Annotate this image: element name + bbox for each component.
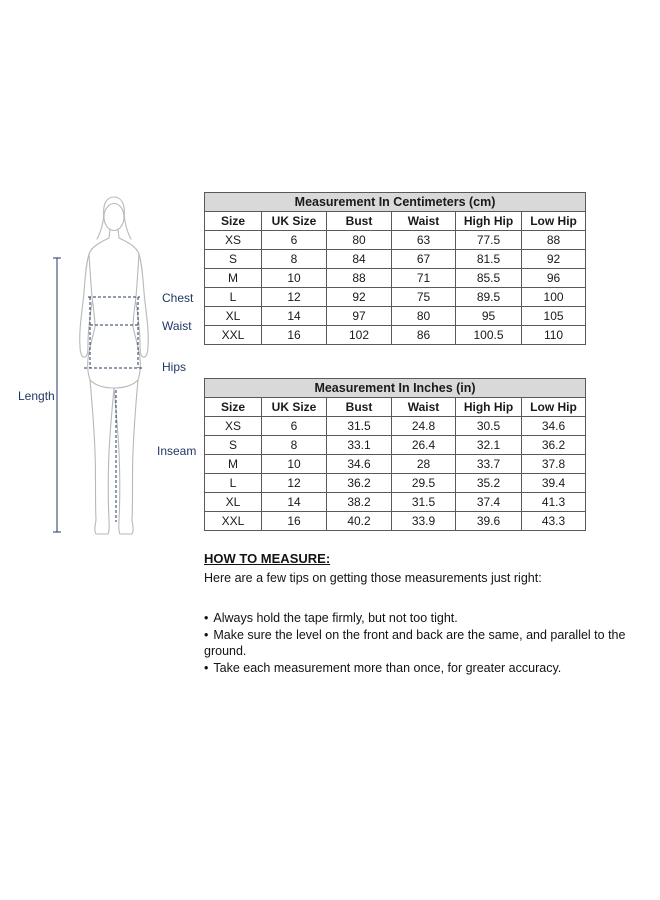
cell: S — [205, 436, 262, 455]
cell: 16 — [262, 512, 327, 531]
cell: 80 — [327, 231, 392, 250]
cell: 30.5 — [456, 417, 522, 436]
cell: L — [205, 288, 262, 307]
column-header: Size — [205, 398, 262, 417]
how-to-measure-section — [204, 551, 656, 676]
cell: 33.1 — [327, 436, 392, 455]
cell: 80 — [392, 307, 456, 326]
cell: 8 — [262, 250, 327, 269]
cell: 43.3 — [522, 512, 586, 531]
cell: 100 — [522, 288, 586, 307]
cell: 14 — [262, 493, 327, 512]
hips-label: Hips — [162, 360, 187, 374]
cell: 14 — [262, 307, 327, 326]
cell: 36.2 — [522, 436, 586, 455]
cell: 88 — [522, 231, 586, 250]
bullet-icon: • — [204, 627, 209, 642]
cell: 96 — [522, 269, 586, 288]
cell: XXL — [205, 326, 262, 345]
cell: 35.2 — [456, 474, 522, 493]
waist-label: Waist — [162, 319, 192, 333]
cell: 29.5 — [392, 474, 456, 493]
cell: 41.3 — [522, 493, 586, 512]
column-header: Low Hip — [522, 398, 586, 417]
cell: XL — [205, 307, 262, 326]
tips-list — [204, 610, 656, 676]
cell: S — [205, 250, 262, 269]
bullet-icon: • — [204, 660, 209, 675]
cell: 75 — [392, 288, 456, 307]
cell: 8 — [262, 436, 327, 455]
crotch-line — [90, 380, 138, 388]
table-row — [205, 307, 586, 326]
tip-item — [204, 627, 656, 660]
bullet-icon: • — [204, 611, 209, 625]
cell: M — [205, 269, 262, 288]
cell: 38.2 — [327, 493, 392, 512]
cell: 16 — [262, 326, 327, 345]
right-leg-outer — [119, 380, 138, 534]
cell: 33.7 — [456, 455, 522, 474]
column-header: Waist — [392, 398, 456, 417]
tip-text: Make sure the level on the front and back are the same, and parallel to the ground. — [204, 627, 626, 658]
figure-outline — [80, 197, 149, 534]
cell: 31.5 — [327, 417, 392, 436]
cell: XXL — [205, 512, 262, 531]
cell: 34.6 — [522, 417, 586, 436]
cell: 88 — [327, 269, 392, 288]
cell: 32.1 — [456, 436, 522, 455]
cell: 71 — [392, 269, 456, 288]
cell: XS — [205, 231, 262, 250]
hair-right-strand — [124, 214, 131, 239]
cell: 86 — [392, 326, 456, 345]
cell: 28 — [392, 455, 456, 474]
tip-text: Always hold the tape firmly, but not too tight. — [213, 611, 458, 625]
cell: 92 — [522, 250, 586, 269]
table-row — [205, 493, 586, 512]
cell: 77.5 — [456, 231, 522, 250]
right-leg-inner — [114, 388, 120, 520]
cell: 92 — [327, 288, 392, 307]
column-header: Size — [205, 212, 262, 231]
cell: 31.5 — [392, 493, 456, 512]
cell: 95 — [456, 307, 522, 326]
cell: 39.4 — [522, 474, 586, 493]
cell: 63 — [392, 231, 456, 250]
cell: 110 — [522, 326, 586, 345]
how-to-measure-intro: Here are a few tips on getting those measurements just right: — [204, 571, 542, 585]
hair-left-strand — [97, 214, 104, 239]
length-label: Length — [18, 389, 55, 403]
cell: 81.5 — [456, 250, 522, 269]
cell: L — [205, 474, 262, 493]
cell: 26.4 — [392, 436, 456, 455]
table-row — [205, 436, 586, 455]
inseam-label: Inseam — [157, 444, 197, 458]
tip-item — [204, 610, 656, 627]
column-header: Waist — [392, 212, 456, 231]
tip-item — [204, 660, 656, 677]
table-row — [205, 512, 586, 531]
how-to-measure-title: HOW TO MEASURE: — [204, 551, 331, 566]
table-row — [205, 417, 586, 436]
cell: 84 — [327, 250, 392, 269]
head-outline — [104, 204, 124, 231]
cell: 6 — [262, 417, 327, 436]
table-row — [205, 250, 586, 269]
cell: 37.8 — [522, 455, 586, 474]
cell: 12 — [262, 474, 327, 493]
table-row — [205, 455, 586, 474]
column-header: High Hip — [456, 398, 522, 417]
cell: 102 — [327, 326, 392, 345]
cell: 33.9 — [392, 512, 456, 531]
cell: 10 — [262, 269, 327, 288]
column-header: Bust — [327, 212, 392, 231]
cell: 24.8 — [392, 417, 456, 436]
column-header: Bust — [327, 398, 392, 417]
cell: XL — [205, 493, 262, 512]
left-leg-inner — [108, 388, 114, 520]
table-row — [205, 269, 586, 288]
cell: XS — [205, 417, 262, 436]
measurement-lines — [53, 258, 144, 532]
cell: 100.5 — [456, 326, 522, 345]
column-header: Low Hip — [522, 212, 586, 231]
cell: M — [205, 455, 262, 474]
tip-text: Take each measurement more than once, for greater accuracy. — [213, 660, 562, 675]
cell: 39.6 — [456, 512, 522, 531]
column-header: UK Size — [262, 212, 327, 231]
column-header: UK Size — [262, 398, 327, 417]
cell: 89.5 — [456, 288, 522, 307]
cell: 85.5 — [456, 269, 522, 288]
cm-measurement-table — [204, 192, 586, 345]
table-title: Measurement In Centimeters (cm) — [205, 193, 586, 212]
table-title: Measurement In Inches (in) — [205, 379, 586, 398]
cell: 37.4 — [456, 493, 522, 512]
side-dashed-lines — [90, 297, 138, 368]
chest-label: Chest — [162, 291, 194, 305]
table-row — [205, 231, 586, 250]
table-row — [205, 474, 586, 493]
cell: 12 — [262, 288, 327, 307]
left-leg-outer — [90, 380, 109, 534]
cell: 36.2 — [327, 474, 392, 493]
cell: 97 — [327, 307, 392, 326]
cell: 40.2 — [327, 512, 392, 531]
table-row — [205, 326, 586, 345]
cell: 105 — [522, 307, 586, 326]
inch-measurement-table — [204, 378, 586, 531]
column-header: High Hip — [456, 212, 522, 231]
cell: 10 — [262, 455, 327, 474]
cell: 6 — [262, 231, 327, 250]
cell: 34.6 — [327, 455, 392, 474]
table-row — [205, 288, 586, 307]
cell: 67 — [392, 250, 456, 269]
